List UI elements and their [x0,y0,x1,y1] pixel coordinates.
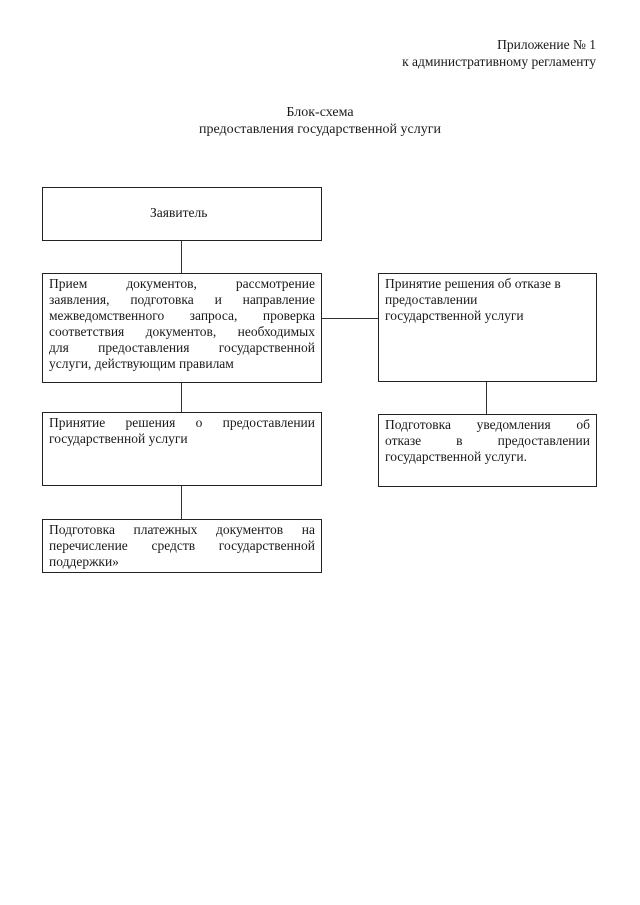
refusal-notice-line: отказе в предоставлении [385,433,590,448]
intake-text [43,274,321,372]
refusal-notice-box [378,414,597,487]
grant-decision-line: государственной услуги [49,431,188,446]
intake-line: услуги, действующим правилам [49,356,234,371]
refusal-decision-text [379,274,596,324]
refusal-notice-line: государственной услуги. [385,449,527,464]
refusal-notice-line: Подготовка уведомления об [385,417,590,432]
refusal-notice-text [379,415,596,465]
connector-refusal-notice [486,381,487,415]
grant-decision-box [42,412,322,486]
grant-decision-line: Принятие решения о предоставлении [49,415,315,430]
connector-intake-refusal [321,318,379,319]
appendix-reference: к административному регламенту [402,54,596,69]
intake-line: межведомственного запроса, проверка [49,308,315,323]
payment-docs-line: поддержки» [49,554,119,569]
refusal-decision-line: государственной услуги [385,308,524,323]
intake-box [42,273,322,383]
intake-line: Прием документов, рассмотрение [49,276,315,291]
appendix-header [402,36,596,70]
payment-docs-text [43,520,321,570]
diagram-title-line1: Блок-схема [286,105,354,120]
refusal-decision-box [378,273,597,382]
appendix-number: Приложение № 1 [497,37,596,52]
diagram-title-line2: предоставления государственной услуги [199,122,441,137]
payment-docs-line: Подготовка платежных документов на [49,522,315,537]
connector-intake-grant [181,382,182,413]
intake-line: для предоставления государственной [49,340,315,355]
refusal-decision-line: предоставлении [385,292,478,307]
diagram-title [0,104,640,138]
applicant-box [42,187,322,241]
intake-line: заявления, подготовка и направление [49,292,315,307]
payment-docs-line: перечисление средств государственной [49,538,315,553]
connector-grant-payment [181,485,182,520]
refusal-decision-line: Принятие решения об отказе в [385,276,561,291]
grant-decision-text [43,413,321,447]
applicant-label: Заявитель [150,205,208,220]
intake-line: соответствия документов, необходимых [49,324,315,339]
connector-applicant-intake [181,240,182,274]
payment-docs-box [42,519,322,573]
